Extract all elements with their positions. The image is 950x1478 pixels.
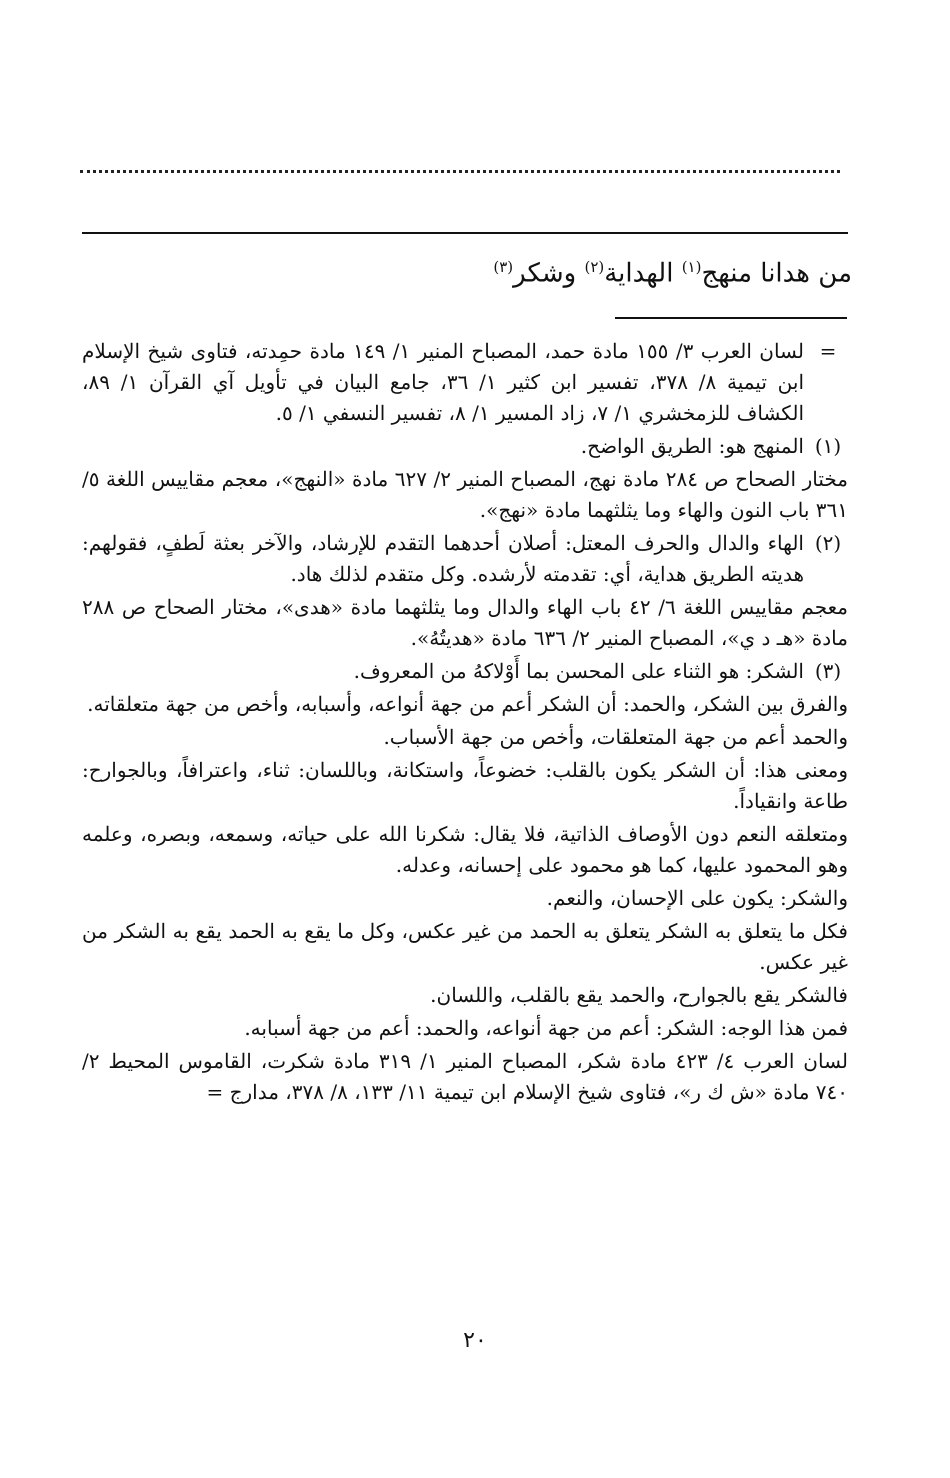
footnote-3-definition: الشكر: هو الثناء على المحسن بما أَوْلاكهُ من المعروف. bbox=[353, 659, 804, 683]
footnote-continuation bbox=[82, 336, 848, 429]
verse-part-2: الهداية bbox=[604, 258, 682, 289]
footnote-3-paragraph: فمن هذا الوجه: الشكر: أعم من جهة أنواعه، والحمد: أعم من جهة أسبابه. bbox=[244, 1016, 848, 1040]
footnote-ref-1: (١) bbox=[681, 258, 702, 276]
footnote-3-sources: لسان العرب ٤/ ٤٢٣ مادة شكر، المصباح المنير ١/ ٣١٩ مادة شكرت، القاموس المحيط ٢/ ٧٤٠ مادة «ش ك ر»، فتاوى شيخ الإسلام ابن تيمية ١١/ ١٣٣، ٨/ ٣٧٨، مدارج = bbox=[82, 1049, 849, 1104]
page-number: ٢٠ bbox=[463, 1328, 487, 1353]
continuation-text: لسان العرب ٣/ ١٥٥ مادة حمد، المصباح المنير ١/ ١٤٩ مادة حمِدته، فتاوى شيخ الإسلام ابن تيمية ٨/ ٣٧٨، تفسير ابن كثير ١/ ٣٦، جامع البيان في تأويل آي القرآن ١/ ٨٩، الكشاف للزمخشري ١/ ٧، زاد المسير ١/ ٨، تفسير النسفي ١/ ٥. bbox=[82, 339, 804, 425]
footnote-2-sources: معجم مقاييس اللغة ٦/ ٤٢ باب الهاء والدال وما يثلثهما مادة «هدى»، مختار الصحاح ص ٢٨٨ مادة «هـ د ي»، المصباح المنير ٢/ ٦٣٦ مادة «هديتُهُ». bbox=[82, 595, 848, 650]
footnote-3-mark: (٣) bbox=[814, 659, 842, 683]
footnote-3-paragraph: فكل ما يتعلق به الشكر يتعلق به الحمد من غير عكس، وكل ما يقع به الحمد يقع به الشكر من غير عكس. bbox=[82, 919, 848, 974]
verse-part-1: من هدانا منهج bbox=[701, 258, 852, 289]
footnote-3-paragraph: فالشكر يقع بالجوارح، والحمد يقع بالقلب، واللسان. bbox=[430, 983, 848, 1007]
footnote-3-paragraph: ومتعلقه النعم دون الأوصاف الذاتية، فلا يقال: شكرنا الله على حياته، وسمعه، وبصره، وعلمه وهو المحمود عليها، كما هو محمود على إحسانه، وعدله. bbox=[82, 822, 848, 877]
footnote-ref-2: (٢) bbox=[584, 258, 605, 276]
footnote-1-sources: مختار الصحاح ص ٢٨٤ مادة نهج، المصباح المنير ٢/ ٦٢٧ مادة «النهج»، معجم مقاييس اللغة ٥/ ٣٦١ باب النون والهاء وما يثلثهما مادة «نهج». bbox=[82, 467, 848, 522]
footnote-1 bbox=[82, 431, 848, 462]
footnote-2-mark: (٢) bbox=[814, 531, 842, 555]
footnote-rule bbox=[615, 317, 847, 319]
dotted-separator bbox=[80, 170, 840, 173]
footnote-1-mark: (١) bbox=[814, 434, 842, 458]
footnote-3-paragraph: ومعنى هذا: أن الشكر يكون بالقلب: خضوعاً، واستكانة، وباللسان: ثناء، واعترافاً، وبالجوارح: طاعة وانقياداً. bbox=[82, 758, 848, 813]
footnote-3 bbox=[82, 656, 848, 687]
footnote-3-paragraph: والفرق بين الشكر، والحمد: أن الشكر أعم من جهة أنواعه، وأسبابه، وأخص من جهة متعلقاته. bbox=[87, 692, 848, 716]
top-rule bbox=[82, 232, 848, 234]
footnotes bbox=[82, 336, 848, 1110]
verse-part-3: وشكر bbox=[513, 258, 585, 289]
footnote-3-paragraph: والحمد أعم من جهة المتعلقات، وأخص من جهة الأسباب. bbox=[383, 725, 848, 749]
footnote-1-definition: المنهج هو: الطريق الواضح. bbox=[580, 434, 804, 458]
verse-line bbox=[493, 245, 852, 296]
footnote-2-definition: الهاء والدال والحرف المعتل: أصلان أحدهما التقدم للإرشاد، والآخر بعثة لَطفٍ، فقولهم: هديته الطريق هداية، أي: تقدمته لأرشده. وكل متقدم لذلك هاد. bbox=[82, 531, 804, 586]
footnote-2 bbox=[82, 528, 848, 590]
continuation-mark: = bbox=[819, 339, 837, 363]
footnote-3-paragraph: والشكر: يكون على الإحسان، والنعم. bbox=[546, 886, 848, 910]
footnote-ref-3: (٣) bbox=[493, 258, 514, 276]
